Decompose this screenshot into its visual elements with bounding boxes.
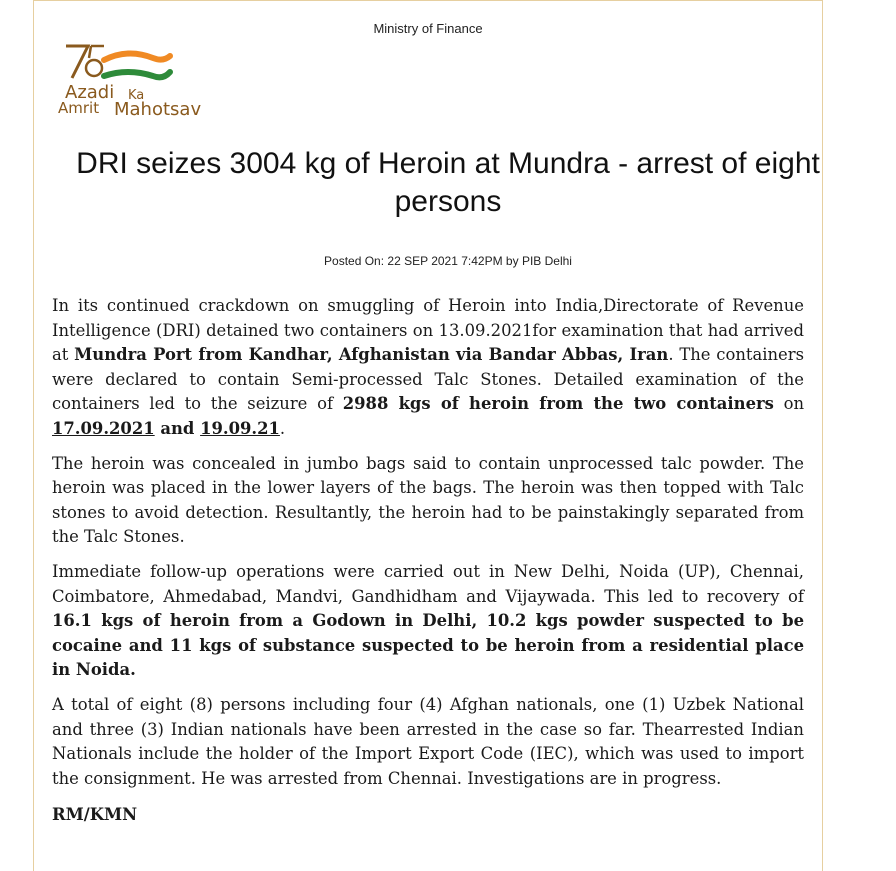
signature: RM/KMN xyxy=(52,805,138,825)
right-margin xyxy=(823,0,896,871)
paragraph-1 xyxy=(52,294,804,442)
ministry-name: Ministry of Finance xyxy=(373,21,483,36)
posted-info: Posted On: 22 SEP 2021 7:42PM by PIB Delhi xyxy=(324,254,572,268)
p1-text-4: . xyxy=(279,418,286,438)
logo-word-amrit: Amrit xyxy=(58,99,100,117)
logo-text xyxy=(58,82,218,122)
logo-green-stripe xyxy=(104,72,170,77)
paragraph-2: The heroin was concealed in jumbo bags said to contain unprocessed talc powder. The heroin was placed in the lower layers of the bags. The heroin was then topped with Talc stones to avoid detection. Resultantly, the heroin had to be painstakingly separated from the Talc Stones. xyxy=(52,453,804,547)
logo-word-mahotsav: Mahotsav xyxy=(114,99,202,120)
article-body xyxy=(52,294,804,838)
logo-number: 75 xyxy=(58,38,60,39)
logo-word-azadi: Azadi xyxy=(65,82,115,103)
paragraph-4: A total of eight (8) persons including four (4) Afghan nationals, one (1) Uzbek National and three (3) Indian nationals have been arrested in the case so far. Thearrested Indian Nationals include the holder of the Import Export Code (IEC), which was used to import the consignment. He was arrested from Chennai. Investigations are in progress. xyxy=(52,694,804,788)
p1-bold-route: Mundra Port from Kandhar, Afghanistan via Bandar Abbas, Iran xyxy=(74,345,669,365)
logo-chakra xyxy=(86,60,102,76)
article-title: DRI seizes 3004 kg of Heroin at Mundra - arrest of eight persons xyxy=(76,147,820,218)
p1-text-3: on xyxy=(773,394,805,414)
p1-date-1: 17.09.2021 xyxy=(52,418,155,438)
logo-saffron-stripe xyxy=(104,53,170,60)
p1-and: and xyxy=(154,418,201,438)
p3-text-1: Immediate follow-up operations were carried out in New Delhi, Noida (UP), Chennai, Coimbatore, Ahmedabad, Mandvi, Gandhidham and Vijaywada. This led to recovery of xyxy=(52,561,804,606)
p1-date-2: 19.09.21 xyxy=(200,418,280,438)
logo-digit-7 xyxy=(66,46,88,78)
p1-text-2: . The containers were declared to contain Semi-processed Talc Stones. Detailed examination of the containers led to the seizure of xyxy=(52,345,804,414)
paragraph-3 xyxy=(52,560,804,683)
p1-text-1: In its continued crackdown on smuggling of Heroin into India,Directorate of Revenue Intelligence (DRI) detained two containers on 13.09.2021for examination that had arrived at xyxy=(52,296,804,365)
logo-word-ka: Ka xyxy=(128,88,145,103)
p1-bold-quantity: 2988 kgs of heroin from the two containers xyxy=(342,394,774,414)
p3-bold-recovery: 16.1 kgs of heroin from a Godown in Delhi, 10.2 kgs powder suspected to be cocaine and 11 kgs of substance suspected to be heroin from a residential place in Noida. xyxy=(52,611,804,680)
